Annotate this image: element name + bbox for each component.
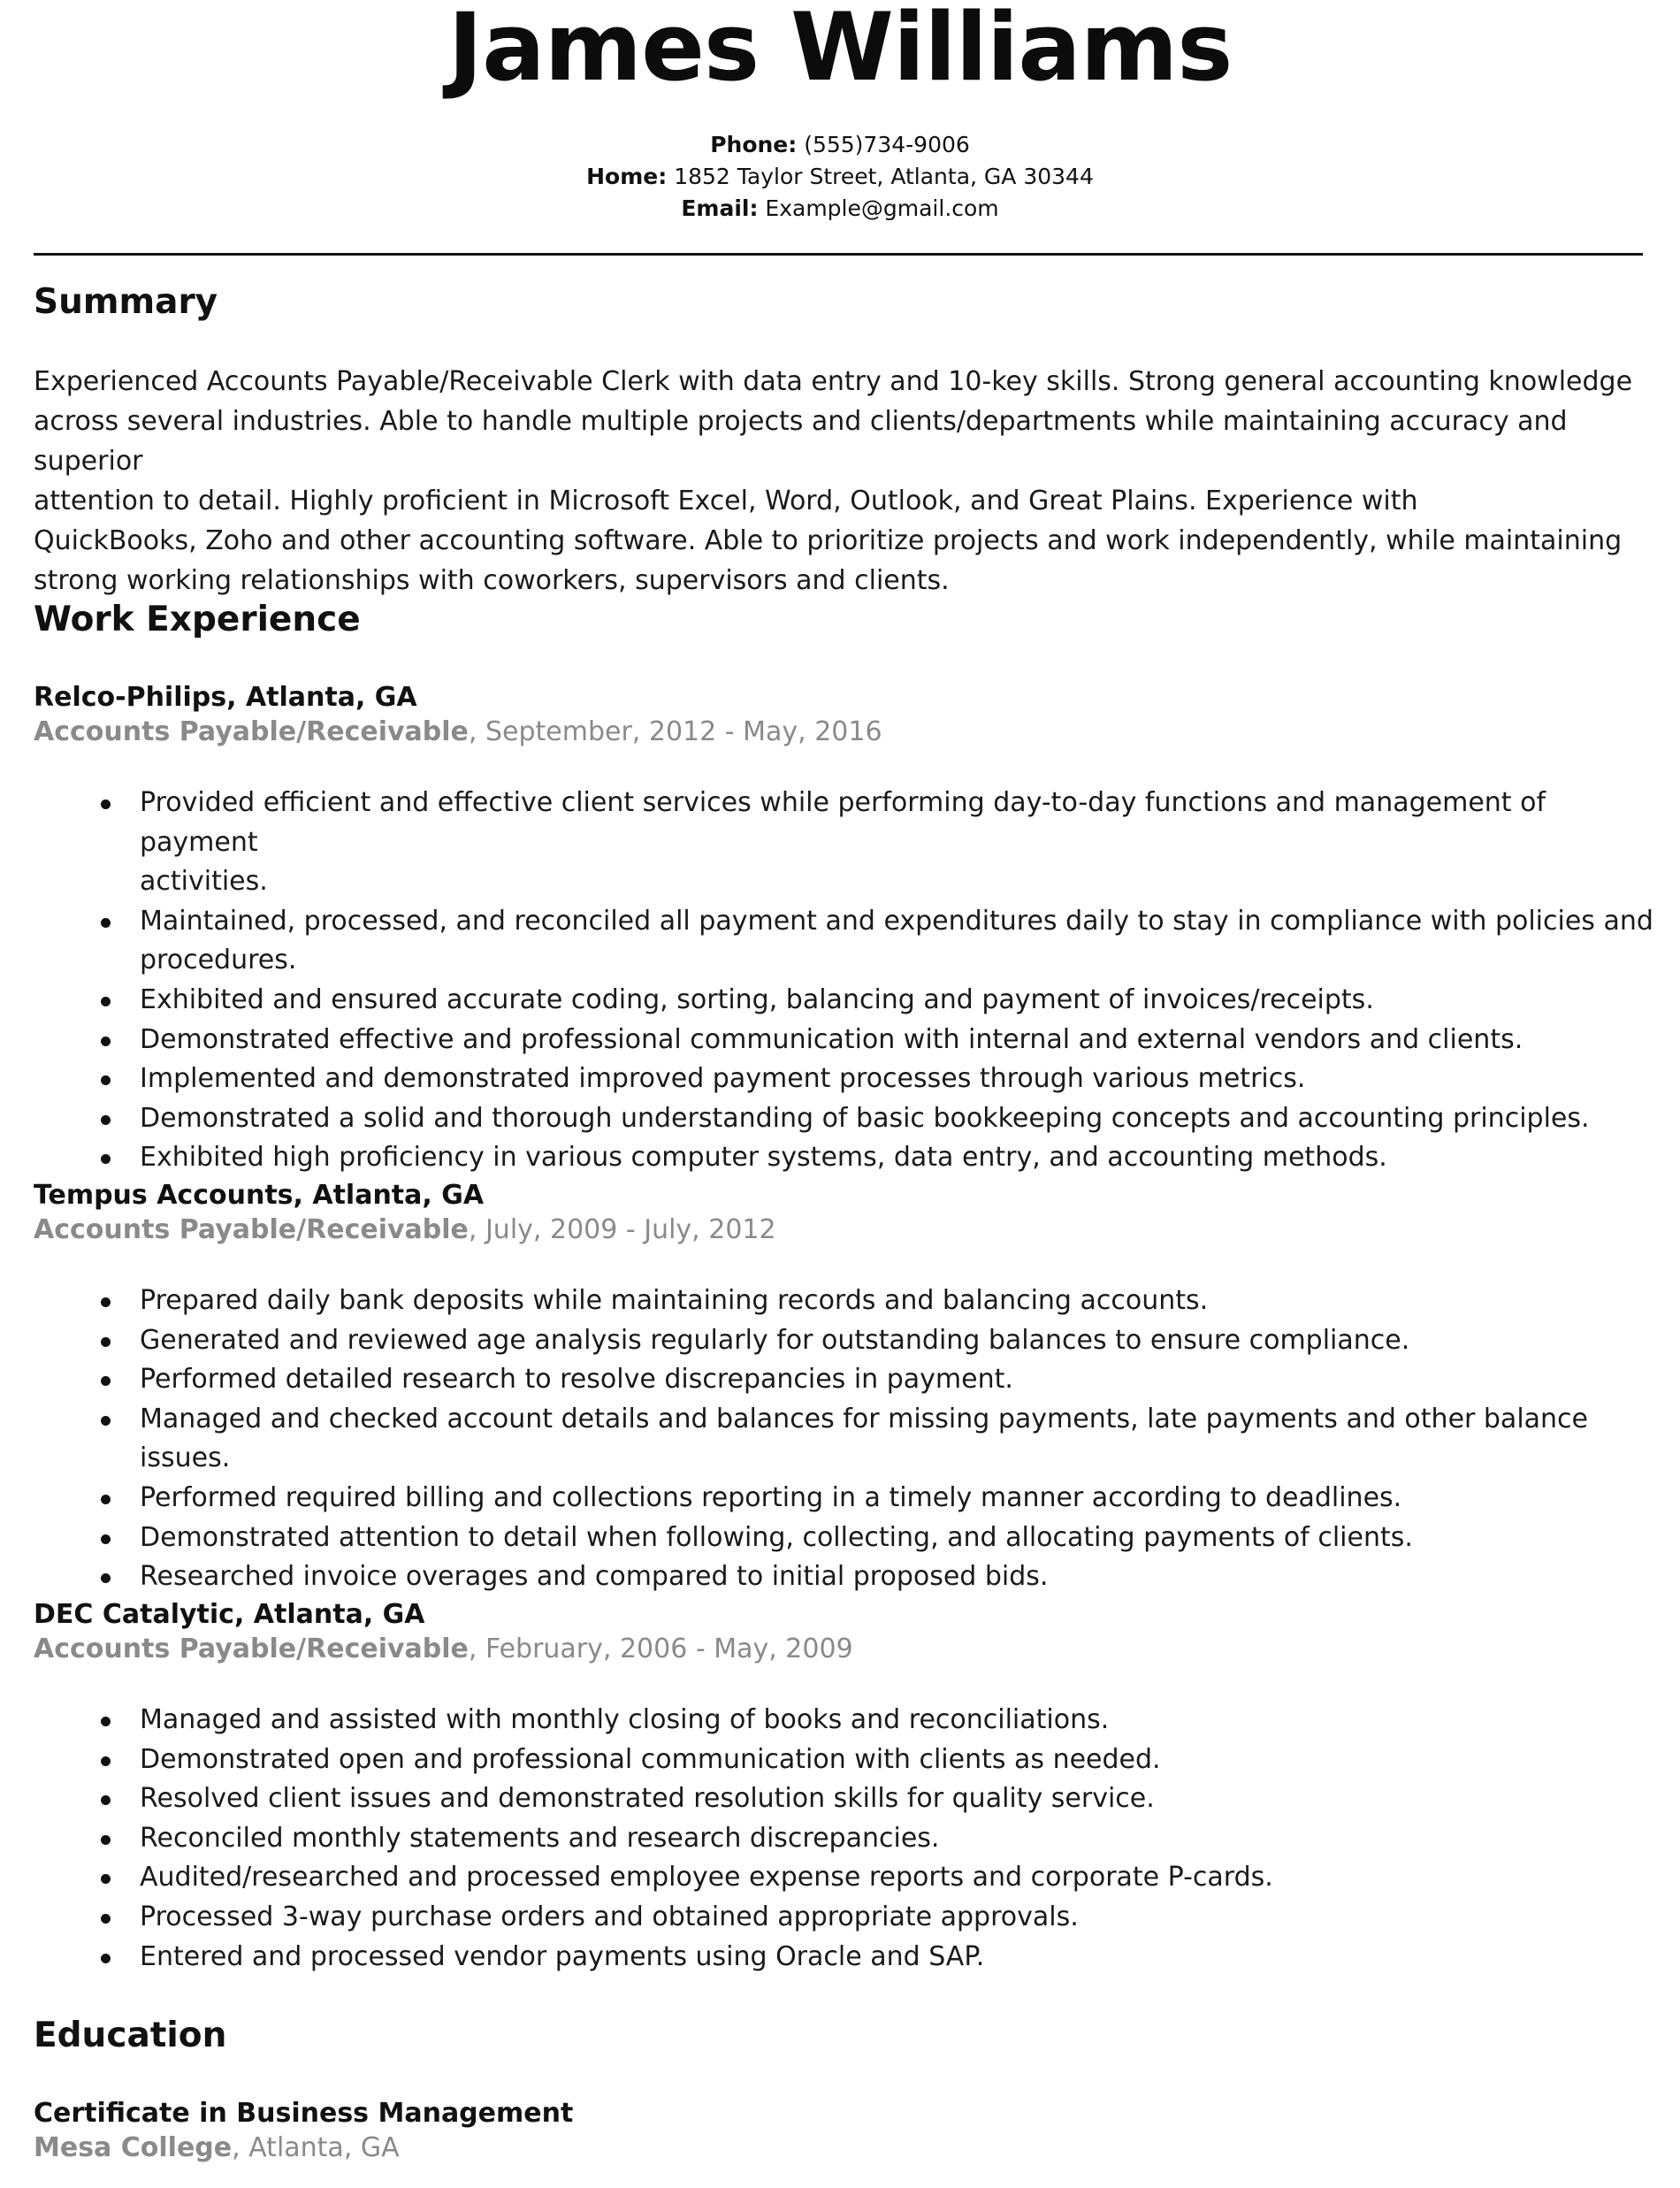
list-item <box>0 1021 1680 1060</box>
job-company: Tempus Accounts, Atlanta, GA <box>34 1180 485 1211</box>
list-item <box>0 1701 1680 1740</box>
phone-value: (555)734-9006 <box>804 132 970 157</box>
bullet-icon <box>101 1954 111 1963</box>
home-label: Home: <box>586 164 668 189</box>
list-item <box>0 1138 1680 1178</box>
list-item <box>0 1360 1680 1400</box>
list-item <box>0 981 1680 1021</box>
bullet-text: Researched invoice overages and compared to initial proposed bids. <box>140 1561 1049 1593</box>
list-item <box>0 1519 1680 1558</box>
summary-line: strong working relationships with coworkers, supervisors and clients. <box>34 565 950 596</box>
list-item <box>0 1099 1680 1139</box>
bullet-icon <box>101 1115 111 1125</box>
list-item <box>0 1898 1680 1938</box>
bullet-icon <box>101 918 111 928</box>
bullet-icon <box>101 1756 111 1766</box>
list-item <box>0 1819 1680 1859</box>
bullet-icon <box>101 1835 111 1845</box>
bullet-icon <box>101 1154 111 1164</box>
summary-line: attention to detail. Highly proficient in Microsoft Excel, Word, Outlook, and Great Plains. Experience with <box>34 486 1418 516</box>
education-heading: Education <box>34 2016 227 2055</box>
list-item <box>0 1557 1680 1597</box>
summary-text <box>34 362 1652 601</box>
contact-block <box>0 129 1680 225</box>
list-item <box>0 1281 1680 1321</box>
list-item <box>0 1321 1680 1361</box>
bullet-icon <box>101 1495 111 1504</box>
summary-line: across several industries. Able to handle multiple projects and clients/departments while maintaining accuracy and superior <box>34 406 1568 477</box>
candidate-name: James Williams <box>447 0 1233 102</box>
job-dates: , February, 2006 - May, 2009 <box>468 1633 853 1664</box>
bullet-text: Managed and checked account details and balances for missing payments, late payments and other balance issues. <box>140 1403 1589 1474</box>
bullet-icon <box>101 1376 111 1386</box>
job-title: Accounts Payable/Receivable <box>34 1633 469 1664</box>
bullet-icon <box>101 1795 111 1805</box>
summary-line: QuickBooks, Zoho and other accounting software. Able to prioritize projects and work independently, while maintaining <box>34 525 1623 556</box>
list-item <box>0 1938 1680 1978</box>
job-role <box>34 1632 853 1667</box>
bullet-icon <box>101 799 111 809</box>
summary-line: Experienced Accounts Payable/Receivable Clerk with data entry and 10-key skills. Strong general accounting knowledge <box>34 366 1633 397</box>
bullet-text: Demonstrated open and professional communication with clients as needed. <box>140 1743 1161 1775</box>
bullet-text: activities. <box>140 866 268 898</box>
bullet-icon <box>101 1075 111 1085</box>
bullet-text: Resolved client issues and demonstrated resolution skills for quality service. <box>140 1783 1155 1815</box>
list-item <box>0 1740 1680 1780</box>
bullet-text: Demonstrated effective and professional communication with internal and external vendors and clients. <box>140 1023 1523 1055</box>
education-school-line <box>34 2131 400 2166</box>
bullet-text: Entered and processed vendor payments using Oracle and SAP. <box>140 1940 985 1972</box>
list-item <box>0 1779 1680 1819</box>
bullet-icon <box>101 1914 111 1924</box>
bullet-text: Audited/researched and processed employee expense reports and corporate P-cards. <box>140 1862 1273 1893</box>
work-experience-heading: Work Experience <box>34 600 361 639</box>
home-line <box>0 161 1680 193</box>
education-school: Mesa College <box>34 2132 233 2163</box>
job-title: Accounts Payable/Receivable <box>34 1214 469 1245</box>
list-item <box>0 902 1680 942</box>
job-company: Relco-Philips, Atlanta, GA <box>34 682 417 713</box>
list-item <box>0 784 1680 862</box>
job-title: Accounts Payable/Receivable <box>34 716 469 747</box>
phone-line <box>0 129 1680 161</box>
list-item <box>0 1479 1680 1519</box>
bullet-text: Exhibited and ensured accurate coding, sorting, balancing and payment of invoices/receipts. <box>140 983 1374 1015</box>
bullet-icon <box>101 1534 111 1544</box>
job-role <box>34 1213 776 1248</box>
bullet-icon <box>101 1416 111 1426</box>
list-item-continuation <box>0 862 1680 902</box>
job-role <box>34 715 882 750</box>
home-value: 1852 Taylor Street, Atlanta, GA 30344 <box>674 164 1094 189</box>
email-label: Email: <box>681 195 759 221</box>
bullet-text: Processed 3-way purchase orders and obtained appropriate approvals. <box>140 1901 1079 1932</box>
job-bullets <box>0 784 1680 1178</box>
header-divider <box>34 253 1643 256</box>
bullet-text: Performed required billing and collections reporting in a timely manner according to deadlines. <box>140 1481 1402 1513</box>
list-item-continuation <box>0 941 1680 981</box>
education-location: , Atlanta, GA <box>232 2132 400 2163</box>
job-bullets <box>0 1701 1680 1977</box>
email-value: Example@gmail.com <box>765 195 999 221</box>
bullet-icon <box>101 997 111 1006</box>
summary-heading: Summary <box>34 282 218 322</box>
bullet-icon <box>101 1573 111 1583</box>
bullet-text: procedures. <box>140 945 297 976</box>
bullet-icon <box>101 1717 111 1726</box>
bullet-text: Exhibited high proficiency in various computer systems, data entry, and accounting methods. <box>140 1142 1387 1174</box>
list-item <box>0 1858 1680 1898</box>
list-item <box>0 1060 1680 1099</box>
bullet-text: Demonstrated attention to detail when following, collecting, and allocating payments of clients. <box>140 1521 1413 1553</box>
bullet-icon <box>101 1297 111 1307</box>
bullet-text: Prepared daily bank deposits while maintaining records and balancing accounts. <box>140 1285 1209 1316</box>
bullet-icon <box>101 1037 111 1046</box>
bullet-text: Reconciled monthly statements and research discrepancies. <box>140 1822 940 1854</box>
job-company: DEC Catalytic, Atlanta, GA <box>34 1599 425 1630</box>
bullet-icon <box>101 1874 111 1884</box>
bullet-text: Provided efficient and effective client services while performing day-to-day functions and management of payment <box>140 787 1546 858</box>
bullet-icon <box>101 1337 111 1347</box>
bullet-text: Managed and assisted with monthly closing of books and reconciliations. <box>140 1704 1110 1735</box>
job-bullets <box>0 1281 1680 1597</box>
list-item <box>0 1400 1680 1479</box>
bullet-text: Demonstrated a solid and thorough understanding of basic bookkeeping concepts and accounting principles. <box>140 1102 1590 1134</box>
job-dates: , September, 2012 - May, 2016 <box>468 716 882 747</box>
email-line <box>0 193 1680 225</box>
bullet-text: Maintained, processed, and reconciled all payment and expenditures daily to stay in compliance with policies and <box>140 905 1653 937</box>
job-dates: , July, 2009 - July, 2012 <box>468 1214 776 1245</box>
education-degree: Certificate in Business Management <box>34 2098 574 2129</box>
bullet-text: Generated and reviewed age analysis regularly for outstanding balances to ensure compliance. <box>140 1324 1410 1356</box>
bullet-text: Implemented and demonstrated improved payment processes through various metrics. <box>140 1063 1306 1095</box>
bullet-text: Performed detailed research to resolve discrepancies in payment. <box>140 1364 1013 1396</box>
phone-label: Phone: <box>710 132 798 157</box>
